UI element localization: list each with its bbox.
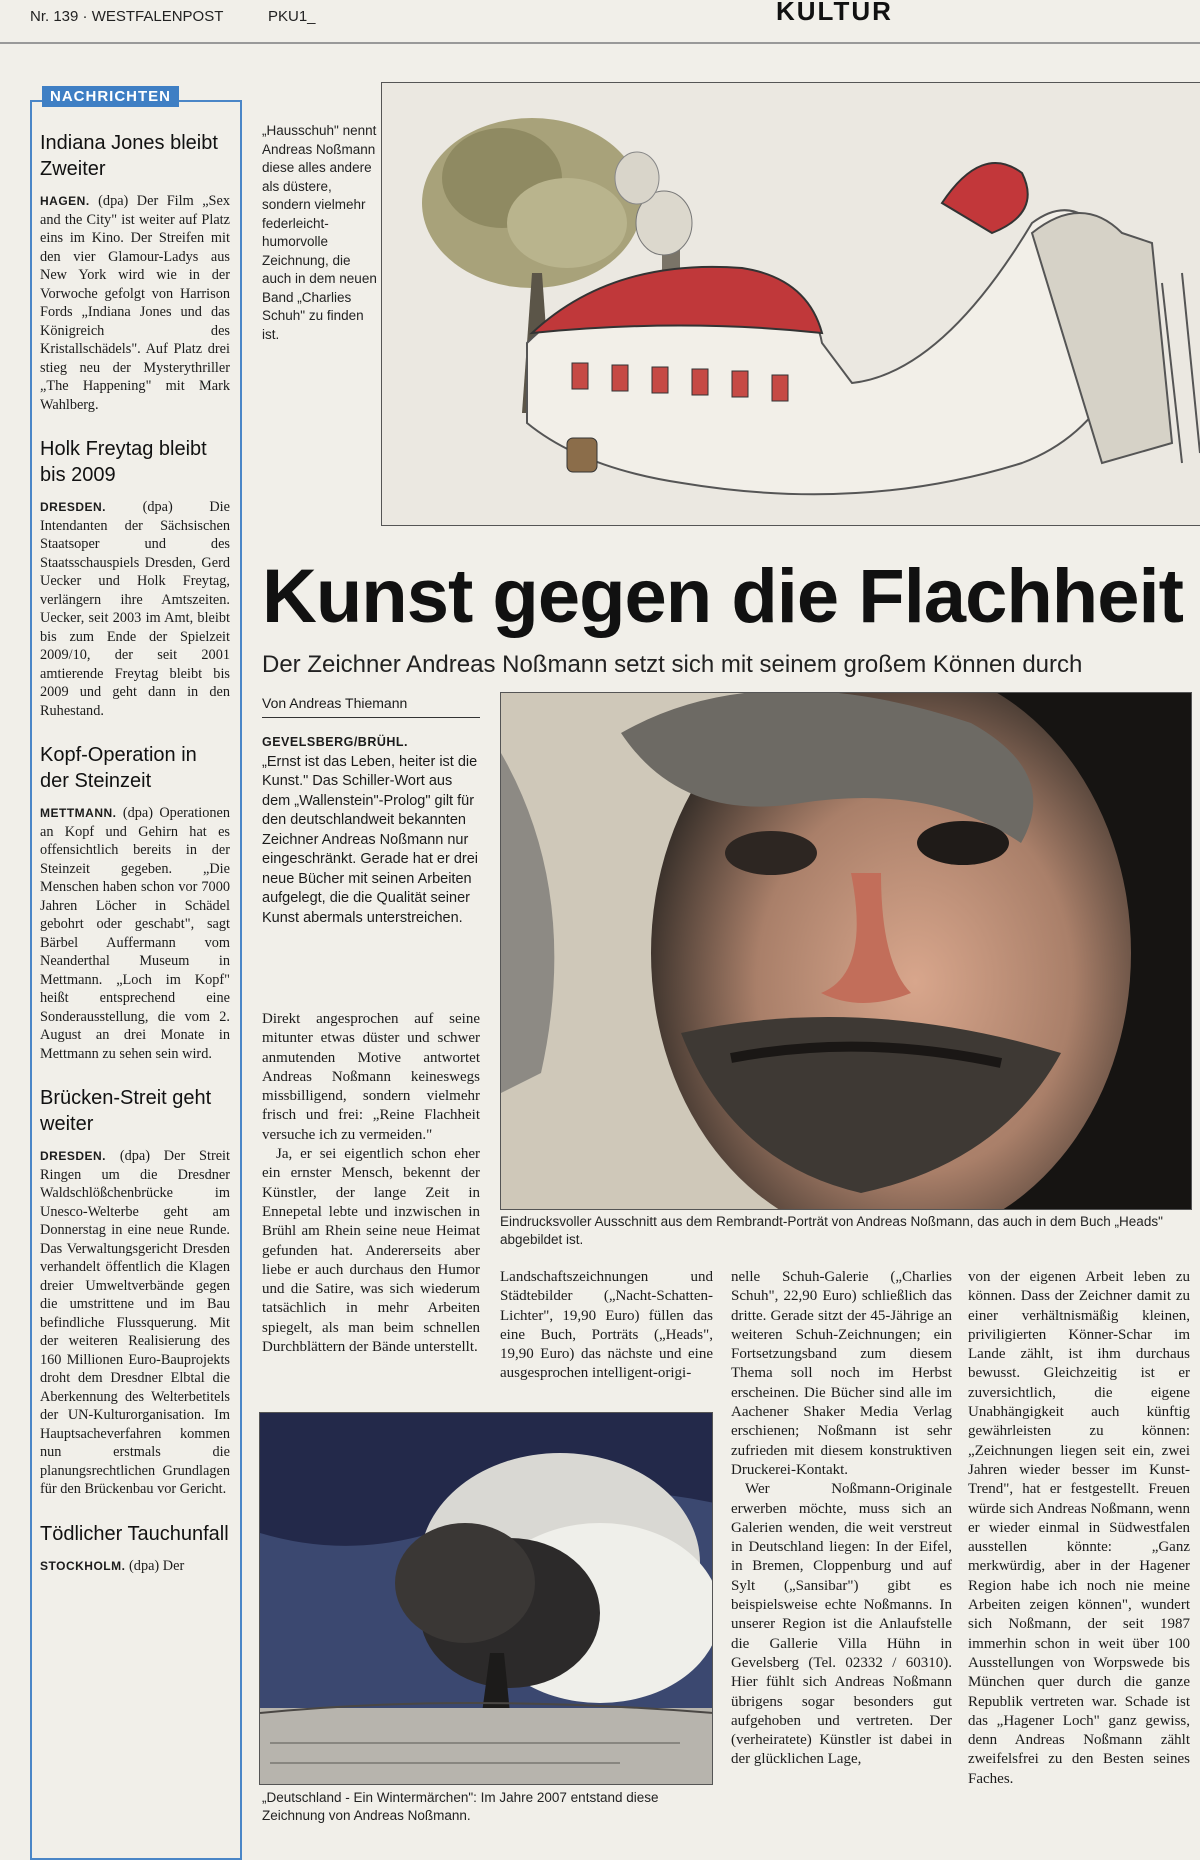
news-dateline: DRESDEN.: [40, 500, 107, 514]
news-dateline: METTMANN.: [40, 806, 117, 820]
news-text: (dpa) Die Intendanten der Sächsischen Staatsoper und des Staatsschauspiels Dresden, Gerd Uecker und Holk Freytag, verlängern ihre Amtszeiten. Uecker, seit 2003 im Amt, bleibt bis zum Ende der Spielzeit 2009/10, der seit 2001 amtierende Freytag bleibt bis 2009 und geht dann in den Ruhestand.: [40, 499, 230, 719]
news-body: [40, 192, 230, 414]
news-item: [40, 1085, 230, 1499]
tree-drawing-icon: [260, 1413, 713, 1785]
news-body: [40, 1147, 230, 1499]
page-code: PKU1_: [268, 8, 316, 25]
paragraph: Direkt angesprochen auf seine mitunter etwas düster und schwer anmutenden Motive antwortet Andreas Noßmann keineswegs missbilligend, sondern vielmehr frisch und frei: „Reine Flachheit versuche ich zu vermeiden.": [262, 1011, 480, 1143]
tree-illustration: [259, 1412, 713, 1785]
news-title: Brücken-Streit geht weiter: [40, 1087, 212, 1135]
news-title: Indiana Jones bleibt Zweiter: [40, 132, 218, 180]
section-title: KULTUR: [776, 0, 893, 26]
news-title: Holk Freytag bleibt bis 2009: [40, 438, 207, 486]
paragraph: von der eigenen Arbeit leben zu können. Dass der Zeichner damit zu einer verhältnismäßig kleinen, priviligierten Könner-Schar im Lande zählt, ist ihm durchaus bewusst. Gleichzeitig ist er zuversichtlich, die eigene Unabhängigkeit auch künftig gewährleisten zu können: „Zeichnungen liegen seit ein, zwei Jahren wieder besser im Kunst-Trend", hat er festgestellt. Freuen würde sich Andreas Noßmann, wenn er wieder einmal in Südwestfalen ausstellen könnte: „Ganz merkwürdig, aber in der Hagener Region habe ich noch nie meine Arbeiten zeigen können", wundert sich Noßmann, der seit 1987 immerhin schon in weit über 100 Ausstellungen von Worpswede bis München quer durch die ganze Republik vertreten war. Schade ist das „Hagener Loch" ganz gewiss, denn Andreas Noßmann zählt zweifelsfrei zu den Besten seines Faches.: [968, 1269, 1190, 1787]
article-location: GEVELSBERG/BRÜHL.: [262, 735, 409, 749]
shoe-house-drawing-icon: [382, 83, 1200, 526]
news-text: (dpa) Operationen an Kopf und Gehirn hat es offensichtlich bereits in der Steinzeit gegeben. „Die Menschen haben schon vor 7000 Jahren Löcher in Schädel gebohrt oder geschabt", sagt Bärbel Auffermann vom Neanderthal Museum in Mettmann. „Loch im Kopf" heißt entsprechend eine Sonderausstellung, die vom 2. August an drei Monate in Mettmann zu sehen sein wird.: [40, 805, 231, 1062]
paragraph: nelle Schuh-Galerie („Charlies Schuh", 22,90 Euro) schließlich das dritte. Gerade sitzt der 45-Jährige an weiteren Schuh-Zeichnungen; ein Fortsetzungsband zum diesem Thema soll noch im Herbst erscheinen. Die Bücher sind alle im Aachener Shaker Media Verlag erschienen; Noßmann ist sehr zufrieden mit diesem konstruktiven Druckerei-Kontakt.: [731, 1269, 952, 1478]
article-column-4: [968, 1268, 1190, 1789]
article-column-1: [262, 1010, 480, 1357]
news-text: (dpa) Der Film „Sex and the City" ist weiter auf Platz eins im Kino. Der Streifen mit den vier Glamour-Ladys aus New York wird wie in der Vorwoche gefolgt von Harrison Fords „Indiana Jones und das Königreich des Kristallschädels". Auf Platz drei stieg neu der Mysterythriller „The Happening" mit Mark Wahlberg.: [40, 193, 230, 413]
news-item: [40, 742, 230, 1063]
subheadline: Der Zeichner Andreas Noßmann setzt sich mit seinem großem Können durch: [262, 651, 1083, 678]
portrait-caption: Eindrucksvoller Ausschnitt aus dem Rembrandt-Porträt von Andreas Noßmann, das auch in dem Buch „Heads" abgebildet ist.: [500, 1214, 1163, 1247]
tree-caption: „Deutschland - Ein Wintermärchen": Im Jahre 2007 entstand diese Zeichnung von Andreas Noßmann.: [262, 1790, 659, 1823]
news-item: [40, 1521, 230, 1576]
byline: Von Andreas Thiemann: [262, 695, 480, 718]
article-column-2: [500, 1268, 713, 1384]
shoe-caption: „Hausschuh" nennt Andreas Noßmann diese alles andere als düstere, sondern vielmehr federleicht-humorvolle Zeichnung, die auch in dem neuen Band „Charlies Schuh" zu finden ist.: [262, 123, 377, 342]
article-column-3: [731, 1268, 952, 1770]
paragraph: Ja, er sei eigentlich schon eher ein ernster Mensch, bekennt der Künstler, der lange Zeit in Ennepetal lebte und inzwischen in Brühl am Rhein seine neue Heimat gefunden hat. Andererseits aber liebe er auch durchaus den Humor und die Satire, was sich wiederum tatsächlich in mehr Arbeiten spiegelt, als man beim schnellen Durchblättern der Bände unterstellt.: [262, 1146, 480, 1356]
issue-and-paper: Nr. 139 · WESTFALENPOST: [30, 8, 224, 25]
portrait-drawing-icon: [501, 693, 1192, 1210]
portrait-illustration: [500, 692, 1192, 1210]
news-text: (dpa) Der: [129, 1557, 185, 1574]
news-title: Kopf-Operation in der Steinzeit: [40, 744, 197, 792]
article-intro: [262, 733, 480, 928]
news-item: [40, 130, 230, 414]
news-body: [40, 1557, 230, 1576]
news-dateline: HAGEN.: [40, 194, 90, 208]
article-intro-text: „Ernst ist das Leben, heiter ist die Kunst." Das Schiller-Wort aus dem „Wallenstein"-Prolog" gilt für den deutschlandweit bekannten Zeichner Andreas Noßmann nur eingeschränkt. Gerade hat er drei neue Bücher mit seinen Arbeiten aufgelegt, die die Qualität seiner Kunst abermals unterstreichen.: [262, 753, 479, 926]
news-title: Tödlicher Tauchunfall: [40, 1522, 229, 1545]
shoe-house-illustration: [381, 82, 1200, 526]
news-item: [40, 436, 230, 720]
news-body: [40, 804, 230, 1063]
news-list: [40, 130, 230, 1597]
news-dateline: STOCKHOLM.: [40, 1558, 126, 1573]
news-dateline: DRESDEN.: [40, 1149, 107, 1163]
news-tag: NACHRICHTEN: [42, 86, 179, 107]
page-header: [0, 0, 1200, 44]
headline: Kunst gegen die Flachheit: [262, 554, 1183, 639]
paragraph: Wer Noßmann-Originale erwerben möchte, muss sich an Galerien wenden, die weit verstreut in Deutschland liegen: In der Eifel, in Bremen, Cloppenburg und auf Sylt („Sansibar") gibt es beispielsweise echte Noßmanns. In unserer Region ist die Anlaufstelle die Gallerie Villa Hühn in Gevelsberg (Tel. 02332 / 60310). Hier fühlt sich Andreas Noßmann übrigens sogar besonders gut aufgehoben und vertreten. Der (verheiratete) Künstler ist dabei in der glücklichen Lage,: [731, 1481, 952, 1768]
news-body: [40, 498, 230, 720]
paragraph: Landschaftszeichnungen und Städtebilder („Nacht-Schatten-Lichter", 19,90 Euro) füllen das eine Buch, Porträts („Heads", 19,90 Euro) das nächste und eine ausgesprochen intelligent-origi-: [500, 1269, 713, 1382]
news-text: (dpa) Der Streit Ringen um die Dresdner Waldschlößchenbrücke im Unesco-Welterbe geht am Donnerstag in eine neue Runde. Das Verwaltungsgericht Dresden verhandelt öffentlich die Klagen dreier Umweltverbände gegen die umstrittene und im Bau befindliche Flussquerung. Mit der weiteren Realisierung des 160 Millionen Euro-Bauprojekts droht dem Dresdner Elbtal die Aberkennung des Welterbetitels der UN-Kulturorganisation. Im Hauptsacheverfahren kommen nun erstmals die planungsrechtlichen Grundlagen für den Brückenbau vor Gericht.: [40, 1148, 231, 1497]
